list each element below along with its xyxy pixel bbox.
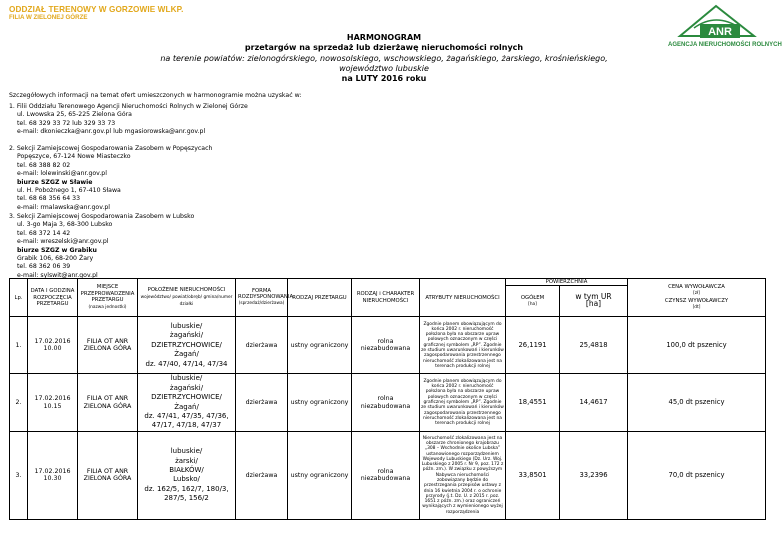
cell-location: lubuskie/ żagański/ DZIETRZYCHOWICE/ Żagań/ dz. 47/41, 47/35, 47/36, 47/17, 47/18, 47/37 [138, 374, 236, 431]
cell-location: lubuskie/ żagański/ DZIETRZYCHOWICE/ Żagań/ dz. 47/40, 47/14, 47/34 [138, 317, 236, 374]
cell-area-total: 26,1191 [506, 317, 560, 374]
contact-section-1 [9, 103, 248, 137]
intro-text: Szczegółowych informacji na temat ofert umieszczonych w harmonogramie można uzyskać w: [9, 92, 302, 99]
contact-line: Grabik 106, 68-200 Żary [17, 255, 94, 263]
cell-lp: 1. [10, 317, 28, 374]
cell-place: FILIA OT ANR ZIELONA GÓRA [78, 374, 138, 431]
cell-place: FILIA OT ANR ZIELONA GÓRA [78, 431, 138, 519]
organization-name: ODDZIAŁ TERENOWY W GORZOWIE WLKP. [9, 5, 184, 14]
cell-lp: 3. [10, 431, 28, 519]
cell-attributes: Nieruchomość zlokalizowana jest na obszarze chronionego krajobrazu „308 – Wschodnie okolice Lubska” ustanowionego rozporządzeniem Wojewody Lubuskiego (Dz. Urz. Woj. Lubuskiego z 2005 r. Nr 9, poz. 172 z późn. zm.). W związku z powyższym Nabywca nieruchomości zobowiązany będzie do przestrzegania przepisów ustawy z dnia 16 kwietnia 2004 r. o ochronie przyrody (j.t. Dz. U. z 2015 r. poz. 1651 z późn. zm.) oraz ograniczeń wynikających z wymienionego wyżej rozporządzenia [420, 431, 506, 519]
title-period: na LUTY 2016 roku [341, 74, 427, 84]
contact-line: e-mail: dkonieczka@anr.gov.pl lub mgasiorowska@anr.gov.pl [17, 128, 206, 136]
contact-line: ul. 3-go Maja 3, 68-300 Lubsko [17, 221, 113, 229]
contact-line: e-mail: rmalawska@anr.gov.pl [17, 203, 111, 211]
header-tender-type: RODZAJ PRZETARGU [288, 279, 352, 317]
contact-line: ul. Lwowska 25, 65-225 Zielona Góra [17, 111, 132, 119]
cell-kind: rolna niezabudowana [352, 374, 420, 431]
cell-kind: rolna niezabudowana [352, 431, 420, 519]
header-area-ur: w tym UR [ha] [560, 286, 628, 317]
contact-section-2 [9, 145, 212, 212]
cell-form: dzierżawa [236, 317, 288, 374]
cell-area-ur: 25,4818 [560, 317, 628, 374]
cell-location: lubuskie/ żarski/ BIAŁKÓW/ Lubsko/ dz. 162/5, 162/7, 180/3, 287/5, 156/2 [138, 431, 236, 519]
cell-form: dzierżawa [236, 431, 288, 519]
contact-line: e-mail: sylswit@anr.gov.pl [17, 271, 98, 279]
table-row [10, 431, 766, 519]
branch-name: FILIA W ZIELONEJ GÓRZE [9, 14, 88, 21]
contact-line: tel. 68 68 356 64 33 [17, 195, 81, 203]
section-heading: 2. Sekcji Zamiejscowej Gospodarowania Zasobem w Popęszycach [9, 145, 213, 152]
cell-date: 17.02.2016 10.00 [28, 317, 78, 374]
header-date: DATA I GODZINA ROZPOCZĘCIA PRZETARGU [28, 279, 78, 317]
header-location: POŁOŻENIE NIERUCHOMOŚCI województwo/ powiat/obręb/ gmina/numer działki [138, 279, 236, 317]
section-heading: 1. Filii Oddziału Terenowego Agencji Nieruchomości Rolnych w Zielonej Górze [9, 103, 248, 110]
logo-subtitle: AGENCJA NIERUCHOMOŚCI ROLNYCH [668, 42, 782, 48]
cell-tender-type: ustny ograniczony [288, 431, 352, 519]
cell-date: 17.02.2016 10.30 [28, 431, 78, 519]
cell-area-ur: 14,4617 [560, 374, 628, 431]
title-voivodeship: województwo lubuskie [339, 63, 429, 73]
header-area: POWIERZCHNIA [506, 279, 628, 286]
cell-attributes: Zgodnie planem obowiązującym do końca 2002 r. nieruchomość położona była na obszarze upraw polowych oznaczonym w części graficznej symbolem „RP”. Zgodnie ze studium uwarunkowań i kierunków zagospodarowania przestrzennego nieruchomość zlokalizowana jest na terenach produkcji rolnej [420, 317, 506, 374]
header-price: CENA WYWOŁAWCZA [zł] CZYNSZ WYWOŁAWCZY [dt] [628, 279, 766, 317]
section-heading: 3. Sekcji Zamiejscowej Gospodarowania Zasobem w Lubsko [9, 213, 195, 220]
contact-line: tel. 68 388 82 02 [17, 161, 71, 169]
header-form: FORMA ROZDYSPONOWANIA (sprzedaż/dzierżawa) [236, 279, 288, 317]
cell-price: 70,0 dt pszenicy [628, 431, 766, 519]
cell-area-total: 33,8501 [506, 431, 560, 519]
cell-tender-type: ustny ograniczony [288, 317, 352, 374]
contact-line: biurze SZGZ w Grabiku [17, 246, 97, 254]
contact-line: tel. 68 362 06 39 [17, 263, 71, 271]
cell-area-total: 18,4551 [506, 374, 560, 431]
cell-price: 100,0 dt pszenicy [628, 317, 766, 374]
logo-text: ANR [708, 26, 732, 38]
header-place: MIEJSCE PRZEPROWADZENIA PRZETARGU (nazwa jednostki) [78, 279, 138, 317]
contact-line: biurze SZGZ w Sławie [17, 178, 93, 186]
cell-tender-type: ustny ograniczony [288, 374, 352, 431]
contact-line: e-mail: lolewinski@anr.gov.pl [17, 170, 107, 178]
cell-place: FILIA OT ANR ZIELONA GÓRA [78, 317, 138, 374]
contact-section-3 [9, 213, 194, 280]
header-area-total: OGÓŁEM [ha] [506, 286, 560, 317]
title-heading: HARMONOGRAM [346, 33, 422, 42]
cell-form: dzierżawa [236, 374, 288, 431]
contact-line: tel. 68 372 14 42 [17, 229, 71, 237]
header-lp: Lp. [10, 279, 28, 317]
contact-line: ul. H. Pobożnego 1, 67-410 Sława [17, 187, 121, 195]
title-subject: przetargów na sprzedaż lub dzierżawę nieruchomości rolnych [244, 43, 524, 53]
cell-date: 17.02.2016 10.15 [28, 374, 78, 431]
cell-price: 45,0 dt pszenicy [628, 374, 766, 431]
document-title [0, 33, 768, 84]
table-row [10, 317, 766, 374]
cell-area-ur: 33,2396 [560, 431, 628, 519]
header-kind: RODZAJ i CHARAKTER NIERUCHOMOŚCI [352, 279, 420, 317]
header-attributes: ATRYBUTY NIERUCHOMOŚCI [420, 279, 506, 317]
table-row [10, 374, 766, 431]
tender-schedule-table [9, 278, 766, 520]
cell-kind: rolna niezabudowana [352, 317, 420, 374]
contact-line: Popęszyce, 67-124 Nowe Miasteczko [17, 153, 131, 161]
title-region: na terenie powiatów: zielonogórskiego, nowosolskiego, wschowskiego, żagańskiego, żarskiego, krośnieńskiego, [160, 53, 608, 63]
contact-line: e-mail: wreszelski@anr.gov.pl [17, 238, 109, 246]
cell-attributes: Zgodnie planem obowiązującym do końca 2002 r. nieruchomość położona była na obszarze upraw polowych oznaczonym w części graficznej symbolem „RP”. Zgodnie ze studium uwarunkowań i kierunków zagospodarowania przestrzennego nieruchomość zlokalizowana jest na terenach produkcji rolnej [420, 374, 506, 431]
cell-lp: 2. [10, 374, 28, 431]
contact-line: tel. 68 329 33 72 lub 329 33 73 [17, 119, 116, 127]
